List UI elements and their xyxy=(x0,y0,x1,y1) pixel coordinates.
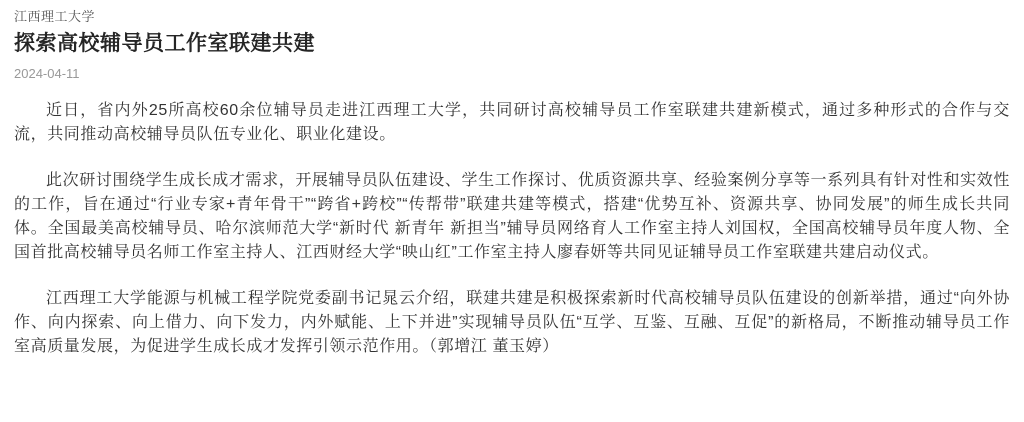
article-body xyxy=(14,99,1010,359)
article-title: 探索高校辅导员工作室联建共建 xyxy=(14,32,315,55)
article-paragraph-2: 此次研讨围绕学生成长成才需求，开展辅导员队伍建设、学生工作探讨、优质资源共享、经验案例分享等一系列具有针对性和实效性的工作，旨在通过“行业专家+青年骨干”“跨省+跨校”“传帮带”联建共建等模式，搭建“优势互补、资源共享、协同发展”的师生成长共同体。全国最美高校辅导员、哈尔滨师范大学“新时代 新青年 新担当”辅导员网络育人工作室主持人刘国权，全国高校辅导员年度人物、全国首批高校辅导员名师工作室主持人、江西财经大学“映山红”工作室主持人廖春妍等共同见证辅导员工作室联建共建启动仪式。 xyxy=(14,172,1010,261)
article-paragraph-3: 江西理工大学能源与机械工程学院党委副书记晁云介绍，联建共建是积极探索新时代高校辅导员队伍建设的创新举措，通过“向外协作、向内探索、向上借力、向下发力，内外赋能、上下并进”实现辅导员队伍“互学、互鉴、互融、互促”的新格局，不断推动辅导员工作室高质量发展，为促进学生成长成才发挥引领示范作用。（郭增江 董玉婷） xyxy=(14,290,1010,355)
article-date: 2024-04-11 xyxy=(14,66,80,81)
article-paragraph-1: 近日，省内外25所高校60余位辅导员走进江西理工大学，共同研讨高校辅导员工作室联建共建新模式，通过多种形式的合作与交流，共同推动高校辅导员队伍专业化、职业化建设。 xyxy=(14,102,1010,143)
site-name: 江西理工大学 xyxy=(14,9,96,24)
